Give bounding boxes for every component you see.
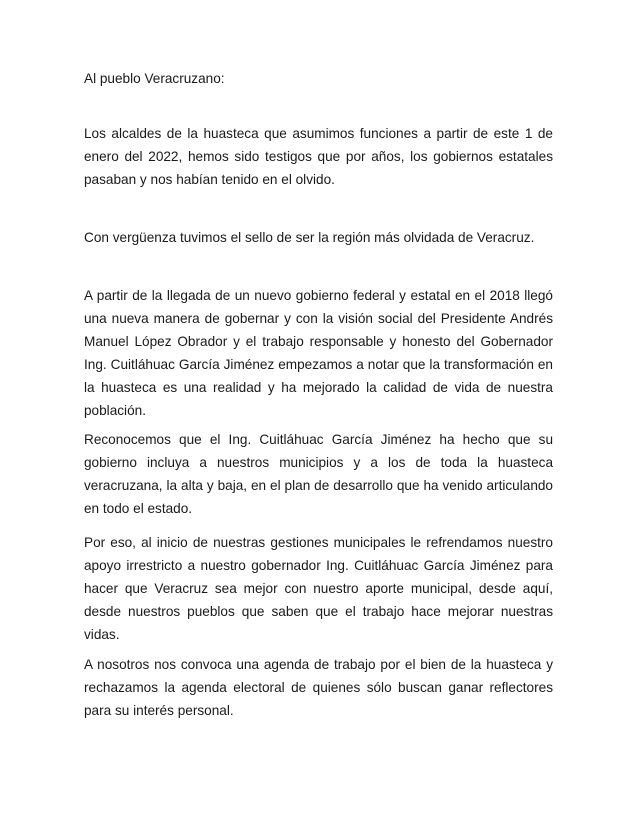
- letter-paragraph: A partir de la llegada de un nuevo gobierno federal y estatal en el 2018 llegó una nueva manera de gobernar y con la visión social del Presidente Andrés Manuel López Obrador y el trabajo responsable y honesto del Gobernador Ing. Cuitláhuac García Jiménez empezamos a notar que la transformación en la huasteca es una realidad y ha mejorado la calidad de vida de nuestra población.: [84, 288, 553, 418]
- letter-paragraph: Por eso, al inicio de nuestras gestiones municipales le refrendamos nuestro apoyo irrestricto a nuestro gobernador Ing. Cuitláhuac García Jiménez para hacer que Veracruz sea mejor con nuestro aporte municipal, desde aquí, desde nuestros pueblos que saben que el trabajo hace mejorar nuestras vidas.: [84, 535, 553, 642]
- letter-paragraph: Con vergüenza tuvimos el sello de ser la región más olvidada de Veracruz.: [84, 230, 535, 245]
- letter-greeting: Al pueblo Veracruzano:: [84, 71, 225, 86]
- letter-paragraph: A nosotros nos convoca una agenda de trabajo por el bien de la huasteca y rechazamos la agenda electoral de quienes sólo buscan ganar reflectores para su interés personal.: [84, 657, 553, 718]
- letter-paragraph: Los alcaldes de la huasteca que asumimos funciones a partir de este 1 de enero del 2022, hemos sido testigos que por años, los gobiernos estatales pasaban y nos habían tenido en el olvido.: [84, 126, 553, 187]
- letter-paragraph: Reconocemos que el Ing. Cuitláhuac García Jiménez ha hecho que su gobierno incluya a nuestros municipios y a los de toda la huasteca veracruzana, la alta y baja, en el plan de desarrollo que ha venido articulando en todo el estado.: [84, 432, 553, 516]
